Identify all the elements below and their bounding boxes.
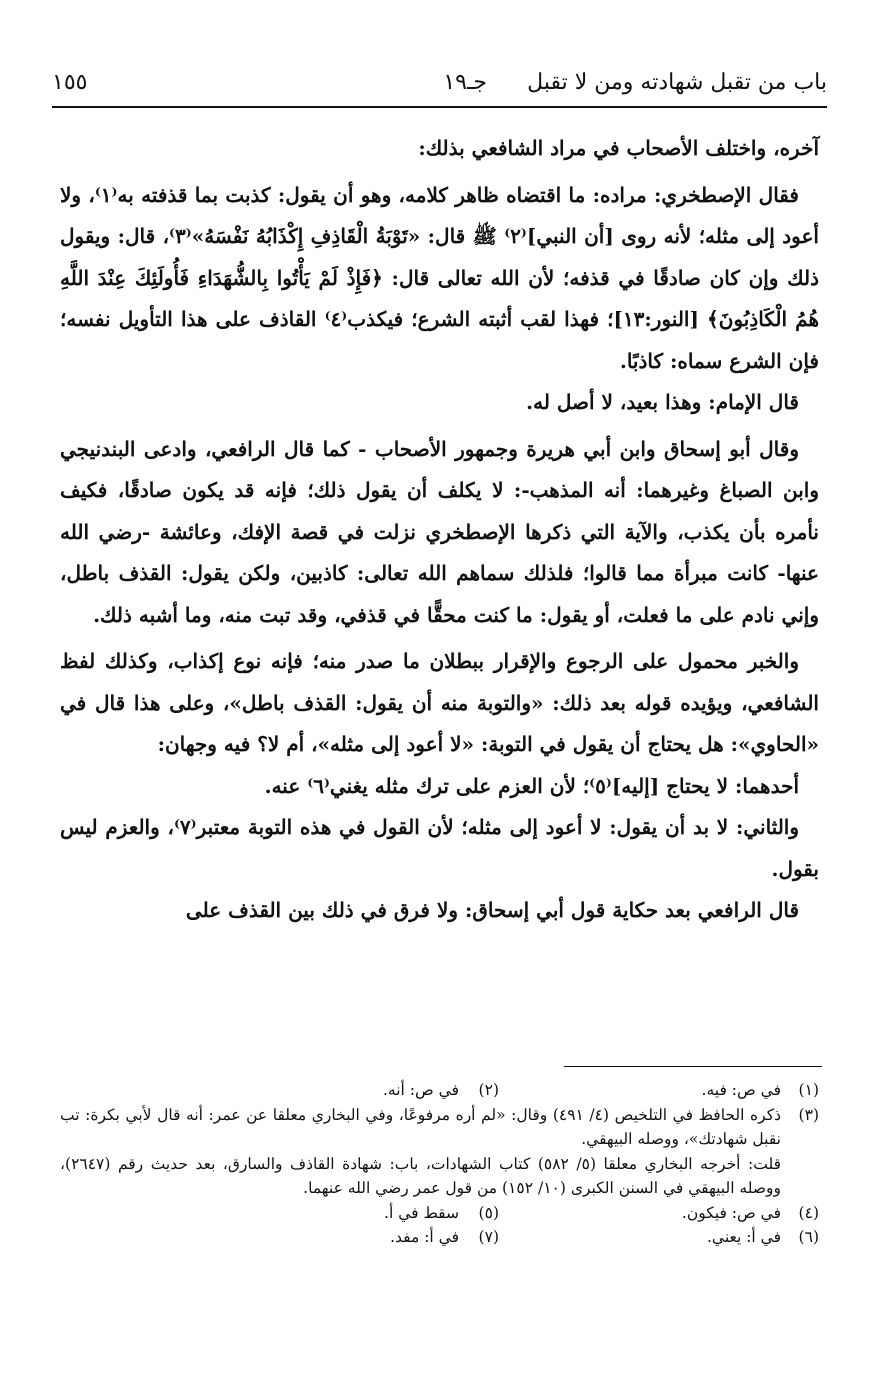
main-text	[60, 128, 819, 932]
footnote-text: في ص: أنه.	[382, 1081, 459, 1099]
footnote-text: في ص: فيكون.	[681, 1203, 781, 1222]
footnote-text: ذكره الحافظ في التلخيص (٤/ ٤٩١) وقال: «لم أره مرفوعًا، وفي البخاري معلقا عن عمر: أنه قال لأبي بكرة: تب نقبل شهادتك»، ووصله البيهقي.	[60, 1105, 781, 1148]
footnote-text: في ص: فيه.	[701, 1081, 781, 1099]
footnote-block	[60, 1103, 821, 1201]
footnote-text: سقط في أ.	[384, 1203, 459, 1222]
footnote-row	[60, 1201, 821, 1226]
footnote-number: (١)	[798, 1081, 819, 1099]
page-header	[52, 64, 827, 108]
footnotes	[60, 1078, 821, 1250]
footnote-row	[60, 1225, 821, 1250]
chapter-title: باب من تقبل شهادته ومن لا تقبل	[527, 70, 827, 95]
paragraph: آخره، واختلف الأصحاب في مراد الشافعي بذلك:	[418, 136, 819, 160]
footnote-row	[60, 1078, 821, 1103]
footnote-number: (٥)	[478, 1203, 499, 1222]
paragraph: فقال الإصطخري: مراده: ما اقتضاه ظاهر كلامه، وهو أن يقول: كذبت بما قذفته به⁽١⁾، ولا أعود إلى مثله؛ لأنه روى [أن النبي]⁽٢⁾ ﷺ قال: «تَوْبَةُ الْقَاذِفِ إِكْذَابُهُ نَفْسَهُ»⁽٣⁾، قال: ويقول ذلك وإن كان صادقًا في قذفه؛ لأن الله تعالى قال: ﴿فَإِذْ لَمْ يَأْتُوا بِالشُّهَدَاءِ فَأُولَئِكَ عِنْدَ اللَّهِ هُمُ الْكَاذِبُونَ﴾ [النور:١٣]؛ فهذا لقب أثبته الشرع؛ فيكذب⁽٤⁾ القاذف على هذا التأويل نفسه؛ فإن الشرع سماه: كاذبًا.	[60, 182, 819, 373]
page-number: ١٥٥	[52, 70, 88, 95]
footnote-number: (٦)	[798, 1228, 819, 1246]
footnote-number: (٧)	[478, 1228, 499, 1246]
paragraph: والثاني: لا بد أن يقول: لا أعود إلى مثله؛ لأن القول في هذه التوبة معتبر⁽٧⁾، والعزم ليس بقول.	[60, 815, 819, 881]
paragraph: والخبر محمول على الرجوع والإقرار ببطلان ما صدر منه؛ فإنه نوع إكذاب، وكذلك لفظ الشافعي، ويؤيده قوله بعد ذلك: «والتوبة منه أن يقول: القذف باطل»، وعلى هذا قال في «الحاوي»: هل يحتاج أن يقول في التوبة: «لا أعود إلى مثله»، أم لا؟ فيه وجهان:	[60, 649, 819, 756]
footnote-divider	[564, 1066, 822, 1067]
paragraph: أحدهما: لا يحتاج [إليه]⁽٥⁾؛ لأن العزم على ترك مثله يغني⁽٦⁾ عنه.	[264, 773, 799, 798]
footnote-number: (٢)	[478, 1081, 499, 1099]
footnote-text: في أ: مفد.	[390, 1228, 459, 1246]
volume-number: جـ١٩	[443, 70, 487, 95]
paragraph: قال الإمام: وهذا بعيد، لا أصل له.	[526, 390, 799, 414]
paragraph: وقال أبو إسحاق وابن أبي هريرة وجمهور الأصحاب - كما قال الرافعي، وادعى البندنيجي وابن الصباغ وغيرهما: أنه المذهب-: لا يكلف أن يقول ذلك؛ فإنه قد يكون صادقًا، فكيف نأمره بأن يكذب، والآية التي ذكرها الإصطخري نزلت في قصة الإفك، وعائشة -رضي الله عنها- كانت مبرأة مما قالوا؛ فلذلك سماهم الله تعالى: كاذبين، ولكن يقول: القذف باطل، وإني نادم على ما فعلت، أو يقول: ما كنت محقًّا في قذفي، وقد تبت منه، وما أشبه ذلك.	[60, 436, 819, 627]
footnote-text: في أ: يعني.	[706, 1228, 781, 1246]
footnote-number: (٣)	[798, 1105, 819, 1124]
footnote-text: قلت: أخرجه البخاري معلقا (٥/ ٥٨٢) كتاب الشهادات، باب: شهادة القاذف والسارق، بعد حديث رقم (٢٦٤٧)، ووصله البيهقي في السنن الكبرى (١٠/ ١٥٢) من قول عمر رضي الله عنهما.	[60, 1154, 781, 1197]
footnote-number: (٤)	[798, 1203, 819, 1222]
paragraph: قال الرافعي بعد حكاية قول أبي إسحاق: ولا فرق في ذلك بين القذف على	[185, 898, 799, 922]
